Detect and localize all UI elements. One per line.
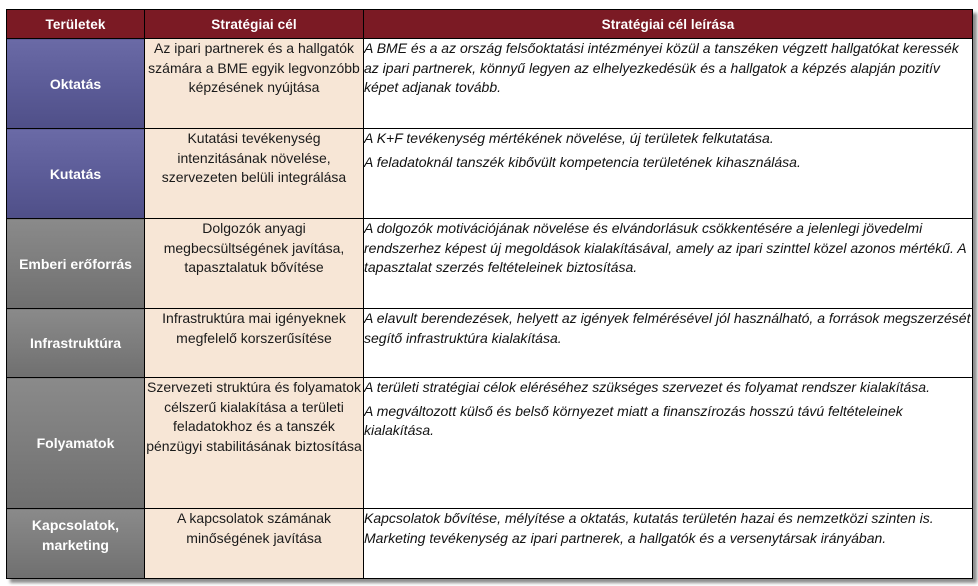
description-paragraph: A K+F tevékenység mértékének növelése, új területek felkutatása.: [364, 130, 774, 146]
table-row: [7, 309, 973, 378]
area-cell: Infrastruktúra: [7, 309, 145, 378]
table-row: [7, 129, 973, 219]
description-cell: [364, 219, 973, 309]
header-goal-description: Stratégiai cél leírása: [364, 10, 973, 39]
description-cell: [364, 509, 973, 579]
description-paragraph: A feladatoknál tanszék kibővült kompetencia területének kihasználása.: [364, 153, 801, 170]
description-paragraph: A elavult berendezések, helyett az igények felmérésével jól használható, a források megszerzését segítő infrastruktúra kialakítása.: [364, 310, 971, 346]
description-paragraph: Kapcsolatok bővítése, mélyítése a oktatás, kutatás területén hazai és nemzetközi szinten is. Marketing tevékenység az ipari partnerek, a hallgatók és a versenytársak irányában.: [364, 510, 934, 546]
table-row: [7, 509, 973, 579]
description-paragraph: A dolgozók motivációjának növelése és elvándorlásuk csökkentésére a jelenlegi jövedelmi rendszerhez képest új megoldások kialakításával, amely az ipari szinttel közel azonos mértékű. A tapasztalat szerzés feltételeinek biztosítása.: [364, 220, 967, 275]
description-cell: [364, 129, 973, 219]
goal-cell: Szervezeti struktúra és folyamatok célszerű kialakítása a területi feladatokhoz és a tanszék pénzügyi stabilitásának biztosítása: [145, 378, 364, 509]
table-row: [7, 39, 973, 129]
table-header-row: [7, 10, 973, 39]
goal-cell: A kapcsolatok számának minőségének javítása: [145, 509, 364, 579]
description-cell: [364, 39, 973, 129]
table-row: [7, 219, 973, 309]
area-cell: Folyamatok: [7, 378, 145, 509]
description-paragraph: A BME és a az ország felsőoktatási intézményei közül a tanszéken végzett hallgatókat keressék az ipari partnerek, könnyű legyen az elhelyezkedésük és a hallgatok a képzés alapján pozitív képet adjanak tovább.: [364, 40, 959, 95]
description-paragraph: A megváltozott külső és belső környezet miatt a finanszírozás hosszú távú feltételeinek kialakítása.: [364, 402, 903, 438]
strategy-table-wrapper: [6, 9, 973, 579]
goal-cell: Kutatási tevékenység intenzitásának növelése, szervezeten belüli integrálása: [145, 129, 364, 219]
goal-cell: Dolgozók anyagi megbecsültségének javítása, tapasztalatuk bővítése: [145, 219, 364, 309]
strategy-table: [6, 9, 973, 579]
area-cell: Kapcsolatok, marketing: [7, 509, 145, 579]
description-cell: [364, 309, 973, 378]
goal-cell: Az ipari partnerek és a hallgatók számára a BME egyik legvonzóbb képzésének nyújtása: [145, 39, 364, 129]
area-cell: Emberi erőforrás: [7, 219, 145, 309]
table-row: [7, 378, 973, 509]
header-areas: Területek: [7, 10, 145, 39]
header-strategic-goal: Stratégiai cél: [145, 10, 364, 39]
description-cell: [364, 378, 973, 509]
area-cell: Kutatás: [7, 129, 145, 219]
goal-cell: Infrastruktúra mai igényeknek megfelelő korszerűsítése: [145, 309, 364, 378]
description-paragraph: A területi stratégiai célok eléréséhez szükséges szervezet és folyamat rendszer kialakítása.: [364, 379, 930, 395]
area-cell: Oktatás: [7, 39, 145, 129]
